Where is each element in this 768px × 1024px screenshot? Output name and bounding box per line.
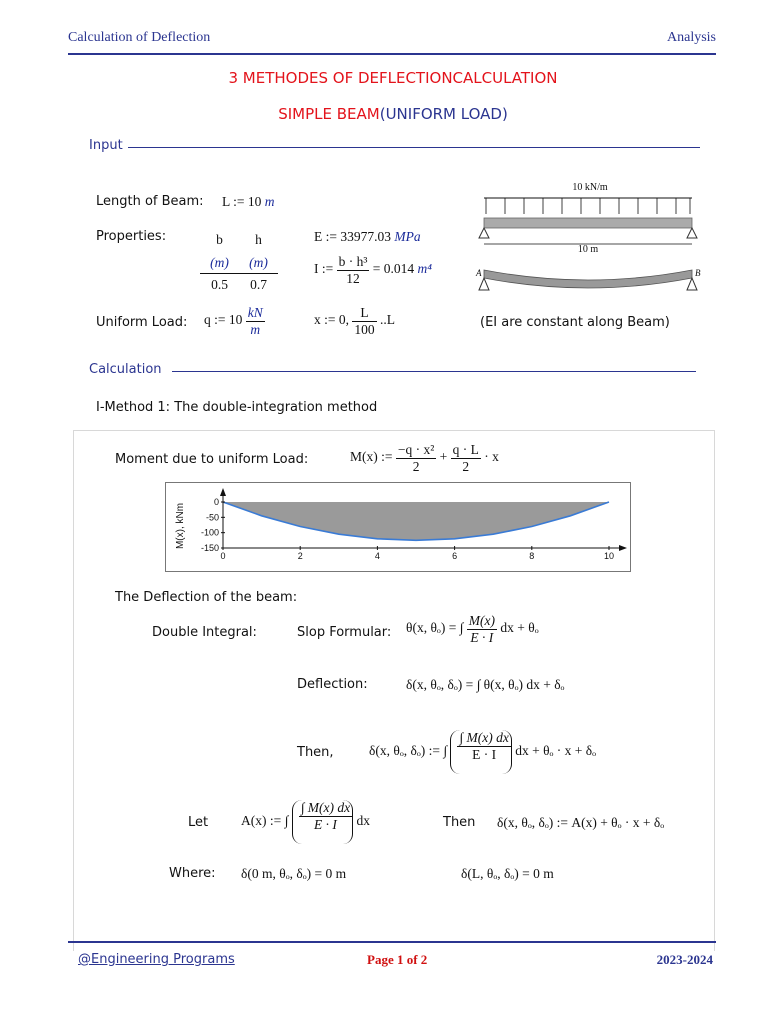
span-label: 10 m	[577, 244, 599, 255]
x-fraction	[352, 305, 376, 337]
I-lhs: I :=	[314, 261, 334, 277]
moment-t2-num: q · L	[452, 442, 479, 457]
x-tick-label: 0	[220, 551, 226, 561]
let-paren	[292, 800, 353, 844]
y-tick-label: -100	[200, 527, 219, 538]
let-rhs: dx	[356, 813, 370, 829]
bh-table	[200, 232, 278, 293]
footer-link[interactable]: @Engineering Programs	[78, 952, 235, 967]
load-arrows	[486, 198, 690, 214]
x-tick-label: 4	[374, 551, 380, 561]
load-label: Uniform Load:	[96, 315, 188, 330]
slope-num: M(x)	[468, 613, 495, 628]
let-den: E · I	[313, 816, 337, 832]
I-rhs: = 0.014	[372, 261, 415, 277]
y-tick-label: 0	[213, 497, 219, 507]
let-num: ∫ M(x) dx	[300, 800, 351, 815]
moment-t2-den: 2	[462, 458, 470, 474]
slope-den: E · I	[470, 629, 494, 645]
deflection-expr: δ(x, θₒ, δₒ) = ∫ θ(x, θₒ) dx + δₒ	[406, 677, 565, 692]
h-header: h	[255, 232, 262, 247]
then-lhs: δ(x, θₒ, δₒ) := ∫	[369, 743, 448, 759]
q-den: m	[250, 321, 261, 337]
beam-figure	[470, 172, 710, 300]
then-rhs: dx + θₒ · x + δₒ	[515, 743, 597, 759]
support-b-bottom	[687, 278, 697, 290]
b-unit: (m)	[210, 255, 229, 270]
page-number: Page 1 of 2	[367, 952, 428, 967]
then-fraction	[457, 730, 510, 762]
support-a-top	[479, 228, 489, 238]
let-fraction	[299, 800, 352, 832]
header-rule	[68, 53, 716, 55]
b-value: 0.5	[211, 277, 228, 292]
support-b-label: B	[695, 268, 701, 278]
length-unit: m	[264, 194, 275, 209]
moment-t1-den: 2	[412, 458, 420, 474]
page-subtitle	[0, 105, 768, 123]
moment-label: Moment due to uniform Load:	[115, 452, 309, 467]
load-label-fig: 10 kN/m	[572, 182, 608, 193]
where-expr-1: δ(0 m, θₒ, δₒ) = 0 m	[241, 866, 347, 881]
section-calculation: Calculation	[89, 362, 162, 377]
E-expr	[314, 229, 421, 245]
deflection-label: Deflection:	[297, 677, 368, 692]
moment-t1-num: −q · x²	[397, 442, 435, 457]
x-lhs: x := 0,	[314, 312, 349, 328]
moment-chart	[165, 482, 631, 572]
where-expr-2: δ(L, θₒ, δₒ) = 0 m	[461, 866, 554, 881]
chart-ylabel: M(x), kNm	[175, 502, 186, 550]
I-fraction	[337, 254, 370, 286]
then-expr	[369, 730, 596, 774]
x-den: 100	[354, 321, 375, 337]
footer-year: 2023-2024	[656, 952, 713, 967]
moment-tail: · x	[484, 449, 499, 465]
y-tick-label: -50	[205, 512, 219, 523]
x-num: L	[352, 305, 376, 322]
q-expr	[204, 305, 265, 337]
h-value: 0.7	[250, 277, 267, 292]
properties-label: Properties:	[96, 229, 167, 244]
moment-t1	[396, 442, 436, 474]
x-tick-label: 6	[452, 551, 458, 561]
length-expr	[222, 194, 275, 210]
slope-expr	[406, 613, 539, 645]
then-paren	[450, 730, 511, 774]
y-axis-arrow	[220, 488, 226, 496]
then-den: E · I	[472, 746, 497, 762]
x-expr	[314, 305, 395, 337]
section-calculation-rule	[172, 371, 696, 372]
I-unit: m⁴	[417, 261, 432, 277]
where-label: Where:	[169, 866, 216, 881]
x-tick-label: 10	[603, 551, 615, 561]
deflection-heading: The Deflection of the beam:	[115, 590, 298, 605]
q-lhs: q := 10	[204, 312, 243, 328]
moment-lhs: M(x) :=	[350, 449, 393, 465]
then2-label: Then	[443, 815, 476, 830]
x-tick-label: 8	[529, 551, 535, 561]
moment-expr	[350, 442, 499, 474]
slope-lhs: θ(x, θₒ) = ∫	[406, 620, 464, 636]
deflected-beam	[484, 270, 692, 288]
slope-rhs: dx + θₒ	[500, 620, 539, 636]
page-title: 3 METHODES OF DEFLECTIONCALCULATION	[228, 69, 558, 87]
section-input-rule	[128, 147, 700, 148]
I-expr	[314, 254, 432, 286]
I-num: b · h³	[338, 254, 368, 269]
x-rhs: ..L	[380, 312, 395, 328]
length-label: Length of Beam:	[96, 194, 204, 209]
then2-expr: δ(x, θₒ, δₒ) := A(x) + θₒ · x + δₒ	[497, 815, 665, 830]
E-unit: MPa	[394, 229, 421, 244]
double-integral-label: Double Integral:	[152, 625, 257, 640]
let-lhs: A(x) := ∫	[241, 813, 289, 829]
E-expr-text: E := 33977.03	[314, 229, 391, 244]
section-input: Input	[89, 138, 123, 153]
subtitle-blue: (UNIFORM LOAD)	[379, 105, 508, 123]
h-unit: (m)	[249, 255, 268, 270]
support-a-label: A	[476, 268, 482, 278]
support-a-bottom	[479, 278, 489, 290]
slope-label: Slop Formular:	[297, 625, 392, 640]
subtitle-red: SIMPLE BEAM	[278, 105, 380, 123]
I-den: 12	[346, 270, 360, 286]
length-expr-text: L := 10	[222, 194, 262, 209]
support-b-top	[687, 228, 697, 238]
method1-heading: I-Method 1: The double-integration method	[96, 400, 378, 415]
x-axis-arrow	[619, 545, 627, 551]
moment-t2	[451, 442, 481, 474]
q-fraction	[246, 305, 265, 337]
then-num: ∫ M(x) dx	[459, 730, 509, 745]
header-left: Calculation of Deflection	[68, 30, 211, 45]
x-tick-label: 2	[297, 551, 303, 561]
let-label: Let	[188, 815, 209, 830]
let-expr	[241, 800, 370, 844]
footer-rule	[68, 941, 716, 943]
slope-fraction	[467, 613, 497, 645]
y-tick-label: -150	[200, 543, 219, 553]
beam-rect	[484, 218, 692, 228]
q-num: kN	[247, 305, 263, 320]
ei-note: (EI are constant along Beam)	[480, 315, 670, 330]
moment-plus: +	[439, 449, 448, 465]
b-header: b	[216, 232, 223, 247]
header-right: Analysis	[667, 30, 716, 45]
then-label: Then,	[297, 745, 334, 760]
